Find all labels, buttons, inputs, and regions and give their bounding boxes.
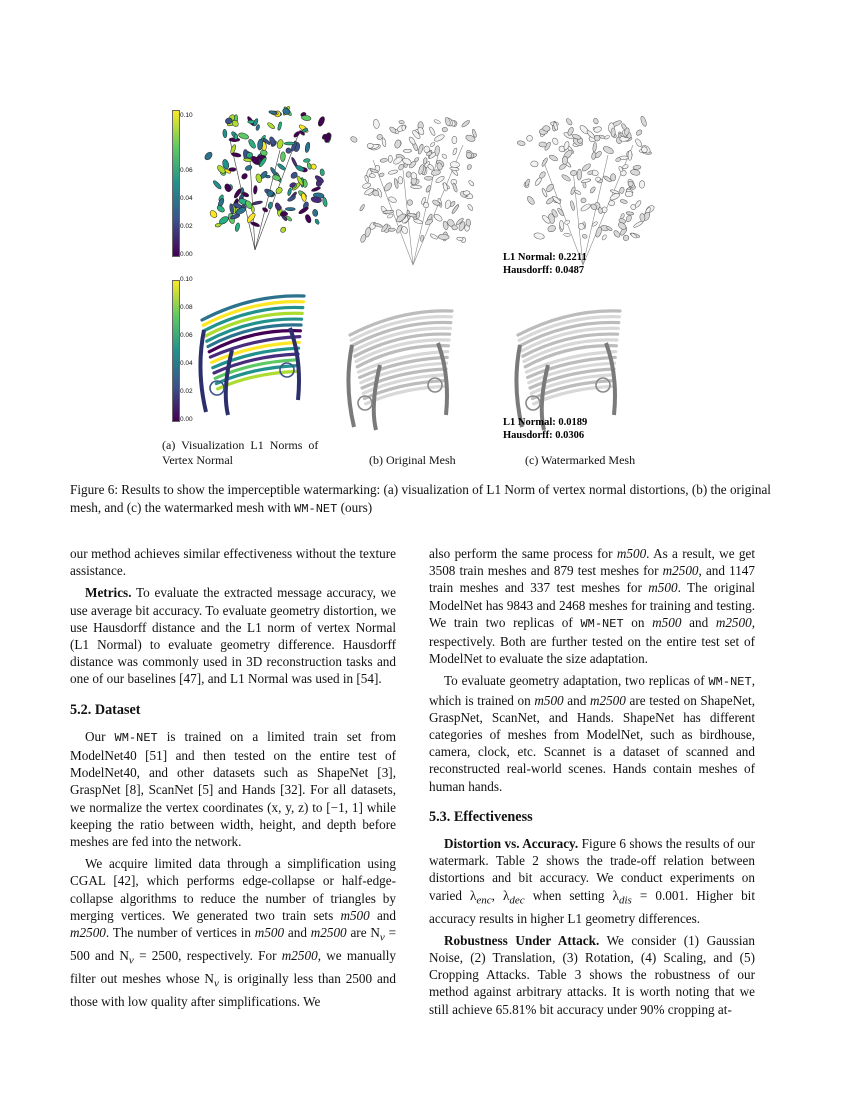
leaf: [265, 175, 270, 178]
paragraph-geometry-adaptation: [429, 672, 755, 794]
leaf: [407, 200, 413, 206]
leaf: [601, 234, 607, 241]
leaf: [322, 197, 328, 207]
leaf: [424, 176, 433, 180]
leaf: [526, 195, 536, 205]
leaf: [267, 122, 276, 130]
text: and: [284, 925, 311, 941]
leaf: [212, 180, 222, 190]
left-column: [70, 545, 396, 1010]
leaf: [293, 130, 301, 138]
leaf: [444, 117, 451, 127]
text: = 500 and N: [70, 925, 397, 963]
leaf: [551, 137, 559, 146]
leaf: [229, 167, 237, 171]
leaf: [557, 207, 565, 216]
leaf: [613, 229, 622, 238]
leaf: [589, 186, 596, 194]
text: . The original ModelNet has 9843 and 2468 meshes for training and testing. We train two replicas of: [429, 580, 755, 630]
leaf: [235, 222, 241, 231]
leaf: [286, 148, 291, 154]
dataset-name: m2500: [70, 925, 106, 941]
leaf: [441, 153, 447, 159]
bench-leg-left: [200, 330, 206, 412]
leaf: [628, 150, 632, 160]
leaf: [314, 218, 320, 225]
leaf: [277, 163, 287, 172]
leaf: [626, 211, 634, 215]
leaf: [203, 151, 213, 161]
sublabel-a: [162, 438, 342, 468]
colorbar-bottom: [172, 280, 180, 422]
bench-original-mesh: [340, 305, 480, 435]
leaf: [304, 142, 310, 153]
paragraph: [429, 545, 755, 667]
leaf: [369, 173, 376, 178]
text: , and 1147 train meshes and 337 test meshes for: [429, 563, 755, 596]
leaf: [272, 174, 281, 181]
dataset-name: m500: [340, 907, 370, 923]
leaf: [223, 129, 228, 138]
section-heading-effectiveness: 5.3. Effectiveness: [429, 808, 533, 825]
method-name: WM-NET: [580, 616, 624, 631]
leaf: [561, 174, 571, 183]
dataset-name: m2500: [715, 614, 752, 630]
leaf: [301, 115, 311, 121]
leaf: [268, 202, 273, 209]
run-in-heading: Distortion vs. Accuracy.: [444, 836, 579, 852]
colorbar-tick: 0.10: [180, 276, 193, 283]
leaf: [582, 234, 588, 239]
text: We consider (1) Gaussian Noise, (2) Translation, (3) Rotation, (4) Scaling, and (5) Cropping Attacks. Table 3 shows the robustness of our method against arbitrary attacks. It is worth noting that we still achieve 65.81% bit accuracy under 90% cropping at-: [429, 932, 755, 1017]
paragraph-metrics: [70, 584, 396, 687]
bench-leg-left: [348, 345, 354, 427]
leaf: [433, 119, 440, 125]
colorbar-tick: 0.04: [180, 195, 193, 202]
leaf: [625, 214, 632, 222]
leaf: [530, 160, 538, 167]
plant-watermarked-mesh: [508, 110, 668, 270]
leaf: [262, 207, 269, 213]
leaf: [394, 139, 402, 149]
caption-tail: (ours): [337, 500, 373, 515]
dataset-name: m500: [652, 614, 682, 630]
text: , we manually filter out meshes whose N: [70, 947, 396, 986]
leaf: [280, 152, 285, 162]
paragraph-dataset-1: [70, 728, 396, 850]
plant-original-mesh: [343, 110, 493, 270]
leaf: [463, 190, 470, 195]
leaf: [442, 127, 448, 132]
leaf: [619, 187, 625, 194]
leaf: [608, 200, 614, 206]
leaf: [279, 226, 286, 234]
leaf: [630, 169, 641, 176]
text: also perform the same process for: [429, 546, 617, 561]
leaf: [434, 145, 440, 155]
leaf: [403, 149, 411, 152]
leaf: [595, 226, 603, 238]
leaf: [468, 180, 475, 187]
bench-l1-normal: L1 Normal: 0.0189: [503, 417, 588, 428]
sublabel-b: (b) Original Mesh: [369, 453, 456, 467]
leaf: [429, 233, 438, 240]
leaf: [280, 212, 287, 217]
leaf: [367, 143, 373, 148]
text: is trained on a limited train set from ModelNet40 [51] and then tested on the entire test of ModelNet40, and other datasets such as ShapeNet [3], GraspNet [8], ScanNet [5] and Hands [32]. For all datasets, we normalize the vertex coordinates (x, y, z) to [−1, 1] while keeping the ratio between width, height, and depth before meshes are fed into the network.: [70, 728, 396, 850]
leaf: [564, 233, 571, 237]
dataset-name: m500: [648, 580, 678, 596]
text: Our: [85, 728, 115, 744]
leaf: [581, 178, 591, 183]
leaf: [452, 148, 458, 156]
leaf: [359, 204, 365, 212]
leaf: [284, 142, 295, 145]
paragraph-distortion: [429, 835, 755, 927]
text: To evaluate geometry adaptation, two replicas of: [444, 673, 709, 689]
colorbar-tick: 0.02: [180, 223, 193, 230]
leaf: [461, 119, 471, 128]
figure-caption: [70, 481, 785, 518]
colorbar-tick: 0.04: [180, 360, 193, 367]
leaf: [466, 219, 471, 227]
dataset-name: m2500: [589, 692, 626, 708]
leaf: [442, 182, 448, 191]
bench-metrics: [503, 416, 587, 442]
paragraph: our method achieves similar effectiveness without the texture assistance.: [70, 546, 396, 579]
text: = 2500, respectively. For: [133, 947, 282, 963]
text: , respectively. Both are further tested on the entire test set of ModelNet to evaluate the size adaptation.: [429, 614, 756, 667]
leaf: [295, 164, 305, 172]
leaf: [231, 152, 241, 158]
leaf: [452, 183, 458, 193]
leaf: [633, 165, 641, 170]
section-heading-dataset: 5.2. Dataset: [70, 701, 141, 718]
leaf: [411, 185, 422, 189]
leaf: [306, 162, 311, 170]
sublabel-c: (c) Watermarked Mesh: [525, 453, 636, 467]
leaf: [591, 221, 598, 227]
subscript: dec: [509, 894, 525, 907]
leaf: [622, 234, 630, 242]
leaf: [572, 134, 582, 140]
text: and: [563, 692, 590, 708]
bench-leg-left: [516, 345, 522, 427]
leaf: [380, 158, 388, 163]
text: . As a result, we get 3508 train meshes and 879 test meshes for: [429, 546, 755, 579]
leaf: [241, 172, 249, 180]
leaf: [429, 126, 437, 136]
plant-l1-visualization: [170, 100, 330, 265]
leaf: [593, 126, 602, 133]
colorbar-top: [172, 110, 180, 257]
leaf: [565, 118, 573, 126]
leaf: [253, 185, 257, 194]
text: when setting λ: [524, 887, 619, 903]
right-column: [429, 545, 755, 1018]
run-in-heading: Metrics.: [85, 585, 132, 601]
plant-metrics: [503, 251, 587, 277]
leaf: [580, 203, 592, 213]
leaf: [452, 136, 457, 144]
dataset-name: m500: [254, 925, 285, 941]
leaf: [620, 213, 625, 219]
colorbar-tick: 0.06: [180, 332, 193, 339]
dataset-name: m500: [534, 692, 564, 708]
leaf: [591, 152, 596, 160]
dataset-name: m500: [616, 546, 647, 561]
leaf: [399, 120, 405, 124]
text: = 0.001. Higher bit accuracy results in higher L1 geometry differences.: [429, 887, 755, 926]
dataset-name: m2500: [662, 563, 699, 579]
leaf: [285, 207, 295, 210]
leaf: [398, 176, 403, 184]
leaf: [244, 164, 252, 171]
method-name: WM-NET: [294, 502, 338, 516]
leaf: [640, 116, 648, 127]
text: on: [623, 614, 653, 630]
sublabel-a-line1: (a) Visualization L1 Norms of: [162, 438, 319, 452]
leaf: [548, 154, 558, 162]
leaf: [388, 155, 393, 162]
caption-text: Figure 6: Results to show the imperceptible watermarking: (a) visualization of L1 Norm of vertex normal distortions, (b) the original mesh, and (c) the watermarked mesh with: [70, 482, 771, 515]
leaf: [577, 169, 582, 180]
leaf: [539, 142, 547, 147]
leaf: [620, 199, 628, 204]
colorbar-tick: 0.00: [180, 416, 193, 423]
leaf: [438, 234, 449, 240]
leaf: [545, 183, 555, 193]
leaf: [350, 135, 358, 143]
leaf: [639, 180, 645, 188]
leaf: [406, 171, 412, 177]
leaf: [634, 200, 642, 209]
leaf: [247, 138, 257, 149]
leaf: [634, 138, 642, 148]
dataset-name: m2500: [310, 925, 347, 941]
leaf: [562, 156, 568, 164]
plant-hausdorff: Hausdorff: 0.0487: [503, 265, 585, 276]
leaf: [593, 118, 599, 125]
text: and: [369, 907, 396, 923]
colorbar-tick: 0.06: [180, 167, 193, 174]
leaf: [209, 209, 219, 219]
leaf: [547, 224, 557, 233]
leaf: [625, 191, 633, 197]
leaf: [252, 200, 263, 205]
leaf: [250, 221, 260, 228]
leaf: [311, 186, 321, 192]
leaf: [388, 228, 395, 231]
leaf: [373, 119, 380, 129]
subscript: enc: [476, 894, 492, 907]
leaf: [402, 125, 405, 130]
text: are tested on ShapeNet, GraspNet, ScanNet, and Hands. ShapeNet has different categories of meshes from ModelNet, such as birdhouse, camera, clock, etc. Scannet is a dataset of scanned and reconstructed real-world scenes. Hands contain meshes of human hands.: [429, 692, 755, 794]
leaf: [570, 170, 577, 176]
leaf: [467, 204, 474, 212]
leaf: [381, 138, 386, 148]
leaf: [216, 204, 226, 213]
leaf: [408, 136, 416, 145]
leaf: [317, 116, 326, 127]
leaf: [592, 142, 597, 152]
leaf: [444, 199, 451, 209]
text: is originally less than 2500 and those with low quality after simplifications. We: [70, 970, 396, 1009]
subscript: v: [128, 954, 134, 967]
paragraph-dataset-2: [70, 855, 396, 1010]
leaf: [360, 234, 367, 243]
subscript: v: [379, 931, 385, 944]
dataset-name: m2500: [281, 947, 318, 963]
leaf: [570, 200, 576, 210]
leaf: [581, 198, 587, 203]
text: , λ: [491, 887, 510, 903]
leaf: [602, 145, 614, 155]
leaf: [425, 185, 432, 193]
leaf: [312, 209, 318, 217]
leaf: [277, 122, 282, 131]
leaf: [635, 129, 643, 137]
method-name: WM-NET: [114, 730, 158, 745]
plant-l1-normal: L1 Normal: 0.2211: [503, 252, 587, 263]
subscript: dis: [618, 894, 632, 907]
leaf: [541, 157, 549, 167]
paragraph-text: To evaluate the extracted message accuracy, we use average bit accuracy. To evaluate geometry distortion, we use Hausdorff distance and the L1 norm of vertex Normal (L1 Normal) to evaluate geometry difference. Hausdorff distance was commonly used in 3D reconstruction tasks and one of our baselines [47], and L1 Normal was used in [54].: [70, 585, 396, 687]
leaf: [303, 158, 310, 162]
leaf: [304, 214, 312, 224]
text: , which is trained on: [429, 673, 755, 708]
colorbar-tick: 0.10: [180, 112, 193, 119]
text: Figure 6 shows the results of our watermark. Table 2 shows the trade-off relation between distortions and bit accuracy. We conduct experiments on varied λ: [429, 836, 756, 903]
bench-l1-visualization: [170, 275, 330, 425]
colorbar-tick: 0.00: [180, 251, 193, 258]
leaf: [417, 144, 424, 155]
leaf: [388, 169, 398, 175]
leaf: [466, 164, 472, 171]
colorbar-tick: 0.02: [180, 388, 193, 395]
figure-6: [60, 95, 790, 515]
leaf: [611, 128, 615, 137]
text: are N: [346, 925, 380, 941]
colorbar-tick: 0.08: [180, 304, 193, 311]
bench-colored-mesh: [192, 290, 317, 420]
text: . The number of vertices in: [105, 925, 255, 941]
leaf: [387, 213, 394, 219]
leaf: [430, 141, 436, 147]
leaf: [269, 110, 278, 115]
text: We acquire limited data through a simplification using CGAL [42], which performs edge-collapse or half-edge-collapse algorithms to reduce the number of triangles by merging vertices. We generated two train sets: [70, 856, 396, 923]
leaf: [276, 139, 284, 149]
subscript: v: [213, 977, 219, 990]
method-name: WM-NET: [708, 675, 752, 690]
run-in-heading: Robustness Under Attack.: [444, 932, 600, 948]
plant-colored-mesh: [200, 100, 340, 260]
bench-hausdorff: Hausdorff: 0.0306: [503, 430, 585, 441]
leaf: [542, 125, 550, 131]
paragraph-robustness: [429, 932, 755, 1018]
sublabel-a-line2: Vertex Normal: [162, 453, 233, 467]
leaf: [533, 232, 545, 240]
text: and: [681, 614, 716, 630]
leaf: [517, 140, 526, 146]
leaf: [301, 192, 307, 201]
leaf: [526, 134, 534, 142]
leaf: [287, 188, 292, 196]
leaf: [320, 169, 325, 176]
leaf: [564, 219, 570, 225]
